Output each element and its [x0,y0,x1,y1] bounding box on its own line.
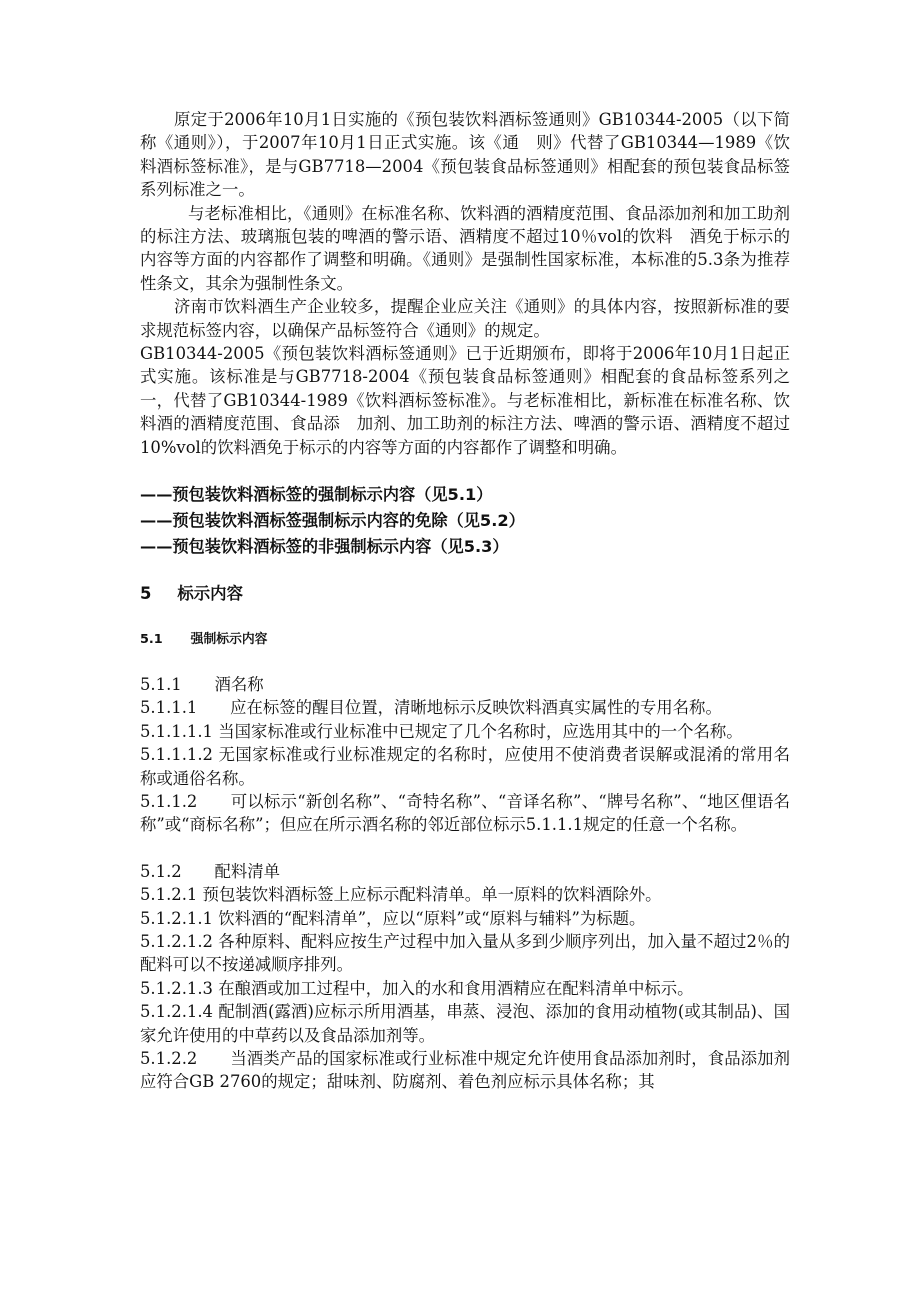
intro-paragraph-1: 原定于2006年10月1日实施的《预包装饮料酒标签通则》GB10344-2005（以下简称《通则》），于2007年10月1日正式实施。该《通 则》代替了GB10344—1989《饮料酒标签标准》，是与GB7718—2004《预包装食品标签通则》相配套的预包装食品标签系列标准之一。 [140,110,790,200]
clause-5-1-2-1-1: 5.1.2.1.1 饮料酒的“配料清单”，应以“原料”或“原料与辅料”为标题。 [140,908,646,928]
section-5-1-heading [140,628,790,651]
spacer [140,837,790,860]
clause-5-1-1-1-2: 5.1.1.1.2 无国家标准或行业标准规定的名称时，应使用不使消费者误解或混淆的常用名称或通俗名称。 [140,745,790,788]
spacer [140,459,790,482]
dash-item: ——预包装饮料酒标签强制标示内容的免除（见5.2） [140,511,525,531]
clause-5-1-2-1-4: 5.1.2.1.4 配制酒(露酒)应标示所用酒基，串蒸、浸泡、添加的食用动植物(或其制品)、国家允许使用的中草药以及食品添加剂等。 [140,1002,790,1045]
section-5-title: 标示内容 [177,584,243,604]
section-5-1-title: 强制标示内容 [190,631,268,647]
dash-item: ——预包装饮料酒标签的非强制标示内容（见5.3） [140,537,509,557]
dash-item: ——预包装饮料酒标签的强制标示内容（见5.1） [140,485,493,505]
clause-5-1-2: 5.1.2 配料清单 [140,861,281,881]
clause-5-1-1: 5.1.1 酒名称 [140,674,264,694]
intro-paragraph-2: 与老标准相比，《通则》在标准名称、饮料酒的酒精度范围、食品添加剂和加工助剂的标注方法、玻璃瓶包装的啤酒的警示语、酒精度不超过10％vol的饮料 酒免于标示的内容等方面的内容都作了调整和明确。《通则》是强制性国家标准，本标准的5.3条为推荐性条文，其余为强制性条文。 [140,203,790,293]
clause-5-1-1-2: 5.1.1.2 可以标示“新创名称”、“奇特名称”、“音译名称”、“牌号名称”、“地区俚语名称”或“商标名称”；但应在所示酒名称的邻近部位标示5.1.1.1规定的任意一个名称。 [140,791,790,835]
intro-paragraph-4: GB10344-2005《预包装饮料酒标签通则》已于近期颁布，即将于2006年10月1日起正式实施。该标准是与GB7718-2004《预包装食品标签通则》相配套的食品标签系列之一，代替了GB10344-1989《饮料酒标签标准》。与老标准相比，新标准在标准名称、饮料酒的酒精度范围、食品添 加剂、加工助剂的标注方法、啤酒的警示语、酒精度不超过10%vol的饮料酒免于标示的内容等方面的内容都作了调整和明确。 [140,344,790,457]
clause-5-1-2-1-2: 5.1.2.1.2 各种原料、配料应按生产过程中加入量从多到少顺序列出，加入量不超过2％的配料可以不按递减顺序排列。 [140,931,790,975]
clause-5-1-1-1-1: 5.1.1.1.1 当国家标准或行业标准中已规定了几个名称时，应选用其中的一个名称。 [140,721,743,741]
clause-5-1-2-1-3: 5.1.2.1.3 在酿酒或加工过程中，加入的水和食用酒精应在配料清单中标示。 [140,978,694,998]
section-5-number: 5 [140,584,152,604]
clause-5-1-2-1: 5.1.2.1 预包装饮料酒标签上应标示配料清单。单一原料的饮料酒除外。 [140,885,662,905]
section-5-1-number: 5.1 [140,631,163,647]
clause-5-1-2-2: 5.1.2.2 当酒类产品的国家标准或行业标准中规定允许使用食品添加剂时，食品添加剂应符合GB 2760的规定；甜味剂、防腐剂、着色剂应标示具体名称；其 [140,1049,790,1092]
document-body [140,108,790,1094]
intro-paragraph-3: 济南市饮料酒生产企业较多，提醒企业应关注《通则》的具体内容，按照新标准的要求规范标签内容，以确保产品标签符合《通则》的规定。 [140,297,790,340]
section-5-heading [140,582,790,605]
clause-5-1-1-1: 5.1.1.1 应在标签的醒目位置，清晰地标示反映饮料酒真实属性的专用名称。 [140,698,722,718]
